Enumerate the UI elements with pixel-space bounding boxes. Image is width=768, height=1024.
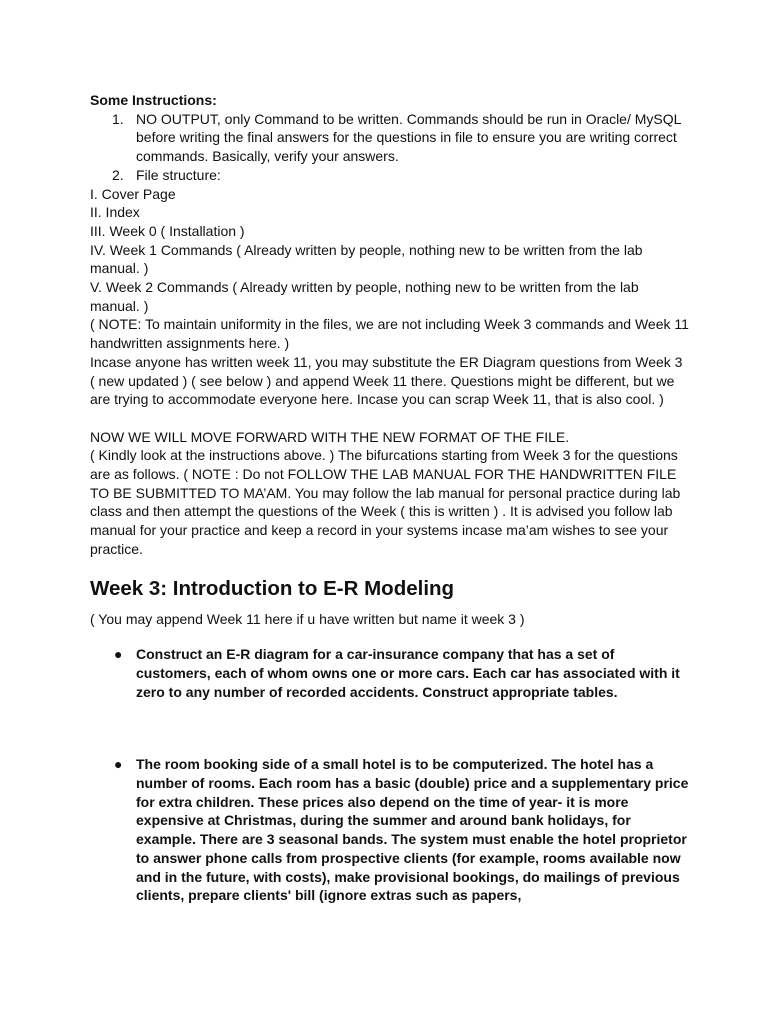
- bullet-icon: ●: [114, 756, 123, 773]
- instruction-number: 2.: [112, 166, 124, 183]
- question-bullet: [90, 755, 690, 905]
- file-structure-line: III. Week 0 ( Installation ): [90, 222, 245, 239]
- question-bullet: [90, 645, 690, 701]
- instruction-text: File structure:: [136, 166, 221, 183]
- week11-substitution-paragraph: Incase anyone has written week 11, you may substitute the ER Diagram questions from Week 3 ( new updated ) ( see below ) and append Week 11 there. Questions might be different, but we are trying to accommodate everyone here. Incase you can scrap Week 11, that is also cool. ): [90, 353, 683, 408]
- file-structure-line: V. Week 2 Commands ( Already written by people, nothing new to be written from the lab manual. ): [90, 279, 639, 314]
- instruction-item-1: [90, 110, 690, 166]
- week3-subtitle: ( You may append Week 11 here if u have written but name it week 3 ): [90, 610, 525, 627]
- question-text: Construct an E-R diagram for a car-insurance company that has a set of customers, each of whom owns one or more cars. Each car has associated with it zero to any number of recorded accidents. Construct appropriate tables.: [136, 646, 680, 700]
- file-structure-line: I. Cover Page: [90, 185, 176, 202]
- document-page: [90, 91, 690, 905]
- instruction-text: NO OUTPUT, only Command to be written. Commands should be run in Oracle/ MySQL before writing the final answers for the questions in file to ensure you are writing correct commands. Basically, verify your answers.: [136, 110, 681, 165]
- instructions-heading: Some Instructions:: [90, 92, 217, 108]
- file-structure-line: II. Index: [90, 204, 140, 221]
- uniformity-note: ( NOTE: To maintain uniformity in the files, we are not including Week 3 commands and Week 11 handwritten assignments here. ): [90, 316, 689, 352]
- question-text: The room booking side of a small hotel is to be computerized. The hotel has a number of rooms. Each room has a basic (double) price and a supplementary price for extra children. These prices also depend on the time of year- it is more expensive at Christmas, during the summer and around bank holidays, for example. There are 3 seasonal bands. The system must enable the hotel proprietor to answer phone calls from prospective clients (for example, rooms available now and in the future, with costs), make provisional bookings, do mailings of previous clients, prepare clients' bill (ignore extras such as papers,: [136, 756, 689, 904]
- spacer: [90, 409, 690, 428]
- new-format-paragraph: ( Kindly look at the instructions above. ) The bifurcations starting from Week 3 for the questions are as follows. ( NOTE : Do not FOLLOW THE LAB MANUAL FOR THE HANDWRITTEN FILE TO BE SUBMITTED TO MA’AM. You may follow the lab manual for personal practice during lab class and then attempt the questions of the Week ( this is written ) . It is advised you follow lab manual for your practice and keep a record in your systems incase ma’am wishes to see your practice.: [90, 447, 681, 557]
- bullet-icon: ●: [114, 646, 123, 663]
- file-structure-line: IV. Week 1 Commands ( Already written by people, nothing new to be written from the lab manual. ): [90, 241, 643, 277]
- instruction-number: 1.: [112, 110, 124, 127]
- week3-title: Week 3: Introduction to E-R Modeling: [90, 576, 455, 600]
- instruction-item-2: [90, 166, 690, 185]
- new-format-heading: NOW WE WILL MOVE FORWARD WITH THE NEW FORMAT OF THE FILE.: [90, 428, 570, 445]
